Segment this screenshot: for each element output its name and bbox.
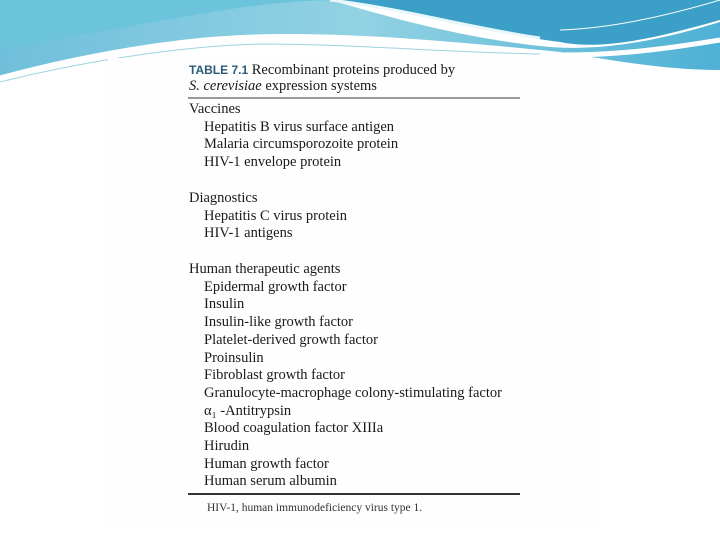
footnote: HIV-1, human immunodeficiency virus type 1. — [207, 502, 423, 514]
table-row: α₁ -Antitrypsin — [204, 402, 292, 419]
table-row: Proinsulin — [204, 349, 264, 366]
table-row: Human serum albumin — [204, 473, 337, 490]
table-caption — [189, 62, 455, 79]
bottom-rule — [188, 493, 520, 495]
table-title-line1: Recombinant proteins produced by — [251, 62, 456, 78]
table-row: Hirudin — [204, 438, 250, 454]
group-heading: Vaccines — [189, 101, 241, 117]
group-heading: Diagnostics — [189, 190, 258, 206]
species-name: S. cerevisiae — [189, 78, 262, 94]
table-row: Granulocyte-macrophage colony-stimulating factor — [204, 384, 502, 401]
table-row: HIV-1 envelope protein — [204, 154, 342, 171]
table-row: Insulin-like growth factor — [204, 314, 353, 331]
table-row: Fibroblast growth factor — [204, 367, 345, 384]
table-row: Blood coagulation factor XIIIa — [204, 420, 384, 437]
table-row: Platelet-derived growth factor — [204, 331, 378, 348]
table-caption-line2 — [189, 78, 377, 95]
top-rule — [188, 97, 520, 99]
table-label: TABLE 7.1 — [189, 63, 249, 77]
table-title-line2: expression systems — [261, 78, 377, 94]
table-row: Insulin — [204, 296, 245, 313]
table-row: Epidermal growth factor — [204, 278, 347, 295]
table-row: Hepatitis B virus surface antigen — [204, 118, 395, 135]
table-row: Malaria circumsporozoite protein — [204, 136, 399, 153]
table-row: Hepatitis C virus protein — [204, 207, 347, 224]
table-row: Human growth factor — [204, 455, 329, 472]
table-row: HIV-1 antigens — [204, 225, 293, 242]
group-heading: Human therapeutic agents — [189, 261, 341, 277]
